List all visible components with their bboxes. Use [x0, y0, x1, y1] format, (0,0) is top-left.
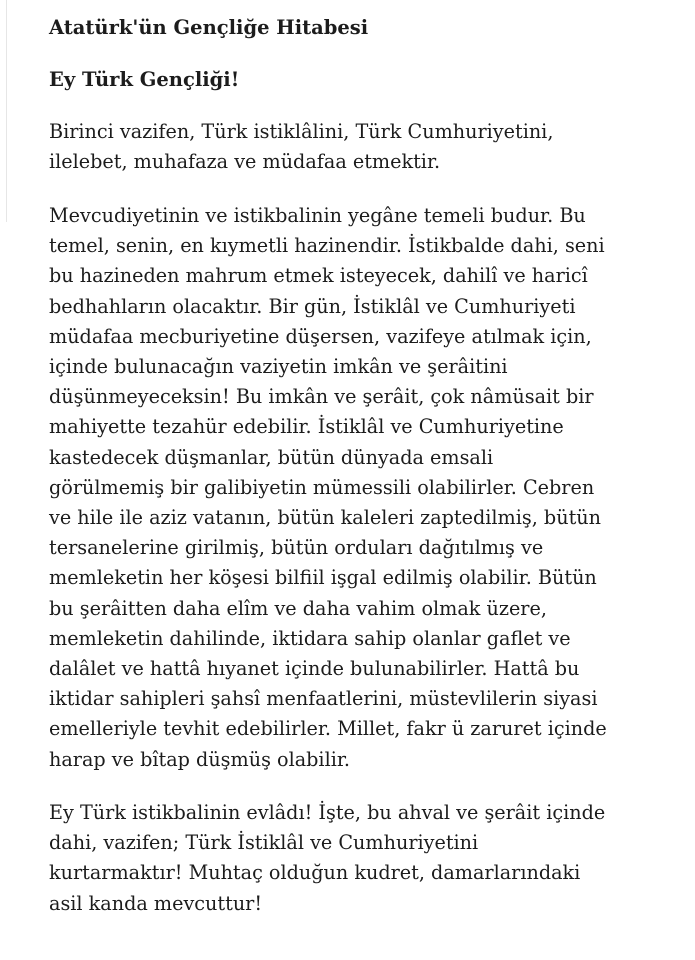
paragraph-2	[49, 201, 607, 775]
text-line: ve hile ile aziz vatanın, bütün kaleleri zaptedilmiş, bütün	[49, 506, 601, 530]
text-line: müdafaa mecburiyetine düşersen, vazifeye atılmak için,	[49, 324, 592, 348]
paragraph-3	[49, 798, 605, 919]
text-line: harap ve bîtap düşmüş olabilir.	[49, 747, 351, 771]
text-line: kurtarmaktır! Muhtaç olduğun kudret, damarlarındaki	[49, 861, 581, 885]
document-title: Atatürk'ün Gençliğe Hitabesi	[49, 16, 369, 39]
text-line: kastedecek düşmanlar, bütün dünyada emsali	[49, 445, 494, 469]
text-line: Birinci vazifen, Türk istiklâlini, Türk Cumhuriyetini,	[49, 120, 554, 143]
text-line: asil kanda mevcuttur!	[49, 891, 263, 915]
text-line: bedhahların olacaktır. Bir gün, İstiklâl ve Cumhuriyeti	[49, 294, 576, 318]
text-line: bu hazineden mahrum etmek isteyecek, dahilî ve haricî	[49, 264, 588, 288]
text-line: emelleriyle tevhit edebilirler. Millet, fakr ü zaruret içinde	[49, 717, 607, 741]
text-line: dalâlet ve hattâ hıyanet içinde bulunabilirler. Hattâ bu	[49, 657, 580, 681]
text-line: iktidar sahipleri şahsî menfaatlerini, müstevlilerin siyasi	[49, 687, 598, 711]
text-line: tersanelerine girilmiş, bütün orduları dağıtılmış ve	[49, 536, 544, 560]
text-line: düşünmeyeceksin! Bu imkân ve şerâit, çok nâmüsait bir	[49, 385, 594, 409]
paragraph-1	[49, 117, 553, 177]
text-line: memleketin her köşesi bilfiil işgal edilmiş olabilir. Bütün	[49, 566, 597, 590]
text-line: görülmemiş bir galibiyetin mümessili olabilirler. Cebren	[49, 475, 595, 499]
text-line: memleketin dahilinde, iktidara sahip olanlar gaflet ve	[49, 626, 571, 650]
text-line: içinde bulunacağın vaziyetin imkân ve şerâitini	[49, 355, 508, 379]
text-line: bu şerâitten daha elîm ve daha vahim olmak üzere,	[49, 596, 547, 620]
text-line: Mevcudiyetinin ve istikbalinin yegâne temeli budur. Bu	[49, 204, 586, 227]
text-line: dahi, vazifen; Türk İstiklâl ve Cumhuriyetini	[49, 831, 479, 855]
text-line: temel, senin, en kıymetli hazinendir. İstikbalde dahi, seni	[49, 234, 605, 258]
text-line: mahiyette tezahür edebilir. İstiklâl ve Cumhuriyetine	[49, 415, 564, 439]
text-line: ilelebet, muhafaza ve müdafaa etmektir.	[49, 150, 441, 174]
left-edge-divider	[6, 0, 7, 222]
salutation-heading: Ey Türk Gençliği!	[49, 68, 240, 91]
text-line: Ey Türk istikbalinin evlâdı! İşte, bu ahval ve şerâit içinde	[49, 801, 606, 824]
